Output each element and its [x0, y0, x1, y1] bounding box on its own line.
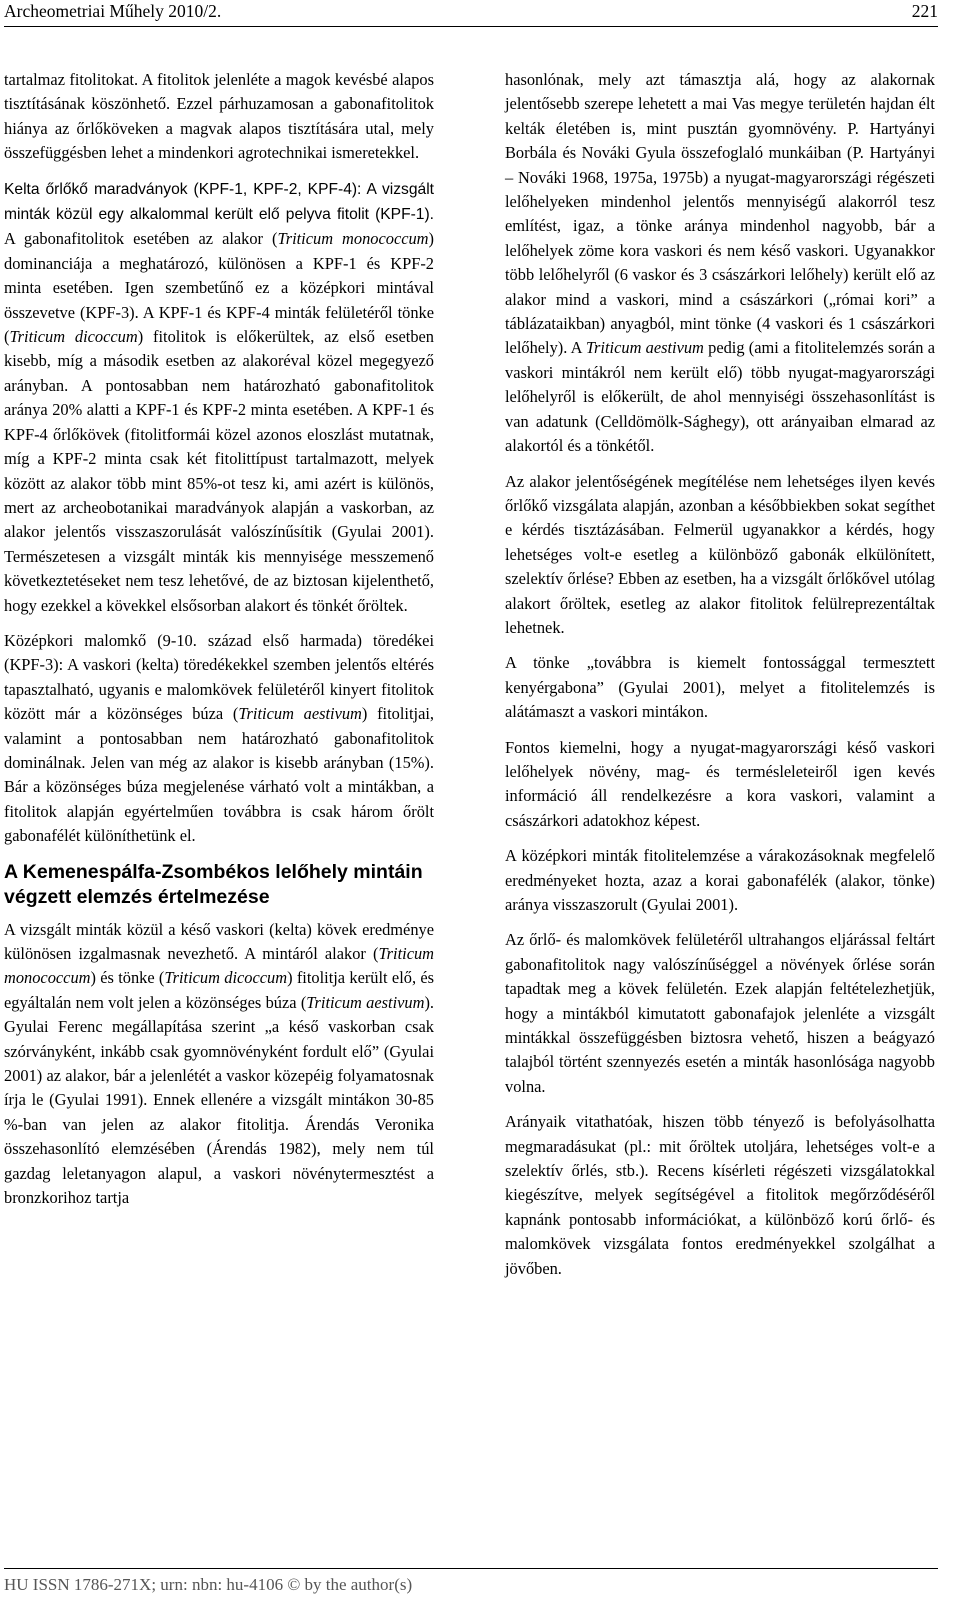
- paragraph: Az őrlő- és malomkövek felületéről ultrahangos eljárással feltárt gabonafitolitok nagy valószínűséggel a növények őrlése során tapadtak meg a kövek felületén. Ezek alapján feltételezhetjük, hogy a mintákból kimutatott gabonafajok jelenléte a vizsgált mintákkal összefüggésben biztosra vehető, hiszen a beágyazó talajból történt szennyezés esetén a minták hasonlósága nagyobb volna.: [505, 930, 935, 1096]
- text-run: Középkori malomkő (9-10. század első harmada) töredékei (KPF-3): A vaskori (kelta) töredékekkel szemben jelentős eltérés tapasztalható, ugyanis e malomkövek felületéről kinyert fitolitok között már a közönséges búza (: [4, 630, 434, 724]
- header-rule: [4, 26, 938, 27]
- paragraph: Az alakor jelentőségének megítélése nem lehetséges ilyen kevés őrlőkő vizsgálata alapján, azonban a későbbiekben sokat segíthet e kérdés tisztázásában. Felmerül ugyanakkor a kérdés, hogy lehetséges volt-e esetleg a különböző gabonák elkülönített, szelektív őrlése? Ebben az esetben, ha a vizsgált őrlőkővel utólag alakort őröltek, esetleg az alakor fitolitok felülreprezentáltak lehetnek.: [505, 471, 935, 637]
- journal-title: Archeometriai Műhely 2010/2.: [4, 1, 222, 21]
- text-run: ). Gyulai Ferenc megállapítása szerint „a késő vaskorban csak szórványként, inkább csak gyomnövényként fordult elő” (Gyulai 2001) az alakor, bár a jelenlétét a vaskor közepéig folyamatosnak írja le (Gyulai 1991). Ennek ellenére a vizsgált mintákon 30-85 %-ban van jelen az alakor fitolitja. Árendás Veronika összehasonlító elemzésében (Árendás 1982), mely nem túl gazdag leletanyagon alapul, a vaskori növénytermesztést a bronzkorihoz tartja: [4, 992, 434, 1208]
- text-run: A vizsgált minták közül a késő vaskori (kelta) kövek eredménye különösen izgalmasnak nevezhető. A mintáról alakor (: [4, 919, 434, 963]
- paragraph: [505, 68, 935, 459]
- text-run: ) fitolitja került elő, és egyáltalán nem volt jelen a közönséges búza (: [4, 968, 434, 1012]
- paragraph: A tönke „továbbra is kiemelt fontossággal termesztett kenyérgabona” (Gyulai 2001), melyet a fitolitelemzés is alátámaszt a vaskori mintákon.: [505, 653, 935, 722]
- page-number: 221: [911, 1, 938, 21]
- text-run: pedig (ami a fitolitelemzés során a vaskori mintákról nem került elő) több nyugat-magyarországi lelőhelyről is előkerült, de ahol mennyiségi összehasonlítást is van adatunk (Celldömölk-Sághegy), ott arányaiban elmarad az alakortól és a tönkétől.: [505, 338, 936, 456]
- subheading-kelta: Kelta őrlőkő maradványok (KPF-1, KPF-2, KPF-4): A vizsgált minták közül egy alkalommal került elő pelyva fitolit (KPF-1).: [4, 180, 434, 224]
- text-run: ) dominanciája a meghatározó, különösen a KPF-1 és KPF-2 minta esetében. Igen szembetűnő ez a középkori mintával összevetve (KPF-3). A KPF-1 és KPF-4 minták felületéről tönke (: [4, 229, 434, 347]
- paragraph-kpf-kelta: [4, 177, 434, 618]
- section-heading: A Kemenespálfa-Zsombékos lelőhely mintáin végzett elemzés értelmezése: [4, 860, 423, 908]
- species-name: Triticum dicoccum: [9, 327, 138, 347]
- paragraph: [4, 918, 434, 1211]
- paragraph: Arányaik vitathatóak, hiszen több tényező is befolyásolhatta megmaradásukat (pl.: mit őröltek utoljára, lehetséges volt-e a szelektív őrlés, stb.). Recens kísérleti régészeti vizsgálatokkal kiegészítve, melyek segítségével a fitolitok megőrződéséről kapnánk pontosabb információkat, a különböző korú őrlő- és malomkövek vizsgálata fontos eredményekkel szolgálhat a jövőben.: [505, 1112, 935, 1278]
- species-name: Triticum monococcum: [277, 229, 429, 249]
- right-column: [505, 68, 935, 1292]
- footer-issn: HU ISSN 1786-271X; urn: nbn: hu-4106 © by the author(s): [4, 1575, 413, 1594]
- text-run: ) fitolitjai, valamint a pontosabban nem határozható gabonafitolitok dominálnak. Jelen van még az alakor is kisebb arányban (15%). Bár a közönséges búza megjelenése várható volt a mintákban, a fitolitok alapján egyértelműen továbbra is csak három őrölt gabonafélét különíthetünk el.: [4, 704, 434, 846]
- species-name: Triticum aestivum: [238, 704, 362, 724]
- paragraph: A középkori minták fitolitelemzése a várakozásoknak megfelelő eredményeket hozta, azaz a korai gabonafélék (alakor, tönke) aránya visszaszorult (Gyulai 2001).: [505, 846, 935, 914]
- paragraph-kozepkori: [4, 629, 434, 849]
- text-run: hasonlónak, mely azt támasztja alá, hogy az alakornak jelentősebb szerepe lehetett a mai Vas megye területén hajdan élt kelták életében is, mint pusztán gyomnövény. P. Hartyányi Borbála és Nováki Gyula összefoglaló munkáiban (P. Hartyányi – Nováki 1968, 1975a, 1975b) a nyugat-magyarországi régészeti lelőhelyeken mindenhol jelentős mennyiségű alakorról tesz említést, igaz, a tönke aránya mindenhol nagyobb, bár a lelőhelyek zöme kora vaskori és nem késő vaskori. Ugyanakkor több lelőhelyről (6 vaskor és 3 császárkori lelőhely) került elő az alakor mind a vaskori, mind a császárkori („római kori” a táblázataikban) anyagból, mint tönke (4 vaskori és 1 császárkori lelőhely). A: [505, 70, 935, 358]
- species-name: Triticum aestivum: [585, 338, 704, 358]
- footer-rule: [4, 1568, 938, 1569]
- paragraph: Fontos kiemelni, hogy a nyugat-magyarországi késő vaskori lelőhelyek növény, mag- és termésleleteiről igen kevés információ áll rendelkezésre a kora vaskori, valamint a császárkori adatokhoz képest.: [505, 737, 935, 830]
- text-run: ) és tönke (: [90, 968, 165, 988]
- left-column: [4, 68, 434, 1221]
- species-name: Triticum dicoccum: [164, 968, 288, 988]
- text-run: ) fitolitok is előkerültek, az első esetben kisebb, míg a második esetben az alakoréval közel megegyező arányban. A pontosabban nem határozható gabonafitolitok aránya 20% alatti a KPF-1 és KPF-2 minta esetében. A KPF-1 és KPF-4 őrlőkövek (fitolitformái közel azonos eloszlást mutatnak, míg a KPF-2 minta csak két fitolittípust tartalmazott, melyek között az alakor több mint 85%-ot tesz ki, ami azért is különös, mert az archeobotanikai maradványok alapján a vaskorban, az alakor jelentős visszaszorulását valószínűsítik (Gyulai 2001). Természetesen a vizsgált minták kis mennyisége messzemenő következtetéseket nem tesz lehetővé, de az biztosan kijelenthető, hogy ezekkel a kövekkel elsősorban alakort és tönkét őröltek.: [4, 327, 434, 615]
- species-name: Triticum aestivum: [306, 992, 425, 1012]
- paragraph: tartalmaz fitolitokat. A fitolitok jelenléte a magok kevésbé alapos tisztításának köszönhető. Ezzel párhuzamosan a gabonafitolitok hiánya az őrlőköveken a magvak alapos tisztítására utal, mely összefüggésben lehet a mindenkori agrotechnikai ismeretekkel.: [4, 70, 434, 163]
- species-name: Triticum monococcum: [4, 944, 434, 988]
- running-head: [4, 0, 938, 22]
- text-run: A gabonafitolitok esetében az alakor (: [4, 229, 278, 249]
